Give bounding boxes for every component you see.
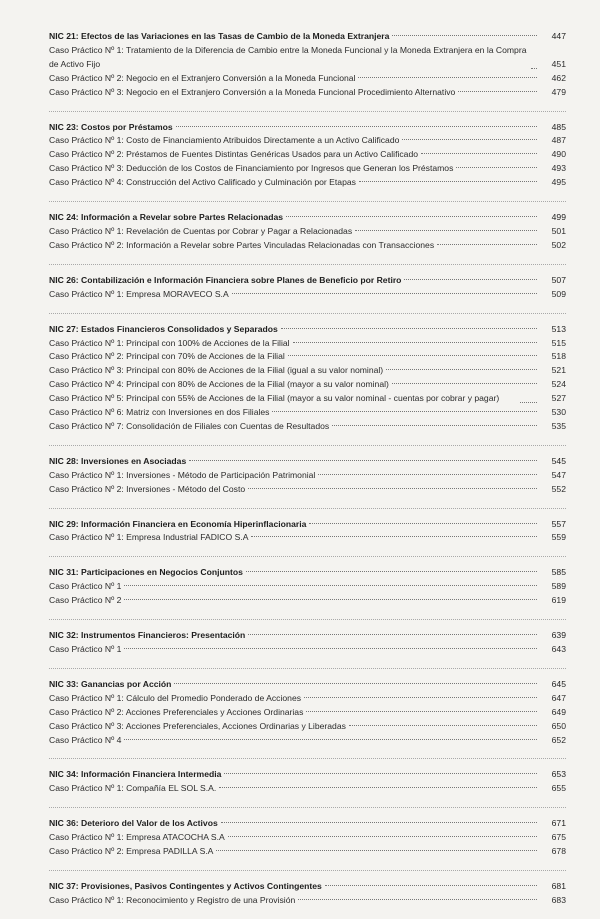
page-number: 485 xyxy=(551,121,566,132)
section-heading-title: NIC 28: Inversiones en Asociadas xyxy=(49,455,187,466)
case-entry-title: Caso Práctico Nº 7: Consolidación de Filiales con Cuentas de Resultados xyxy=(49,420,330,431)
section-heading[interactable] xyxy=(49,768,566,782)
case-entry[interactable] xyxy=(49,350,566,364)
page-number: 499 xyxy=(551,212,566,223)
case-entry[interactable] xyxy=(49,692,566,706)
section-heading-title: NIC 36: Deterioro del Valor de los Activos xyxy=(49,818,218,829)
case-entry[interactable] xyxy=(49,734,566,748)
case-entry-title: Caso Práctico Nº 1: Empresa ATACOCHA S.A xyxy=(49,832,225,843)
section-heading[interactable] xyxy=(49,274,566,288)
toc-section xyxy=(49,211,566,253)
section-divider xyxy=(49,556,566,557)
toc-section xyxy=(49,566,566,608)
dot-leader xyxy=(355,230,537,231)
case-entry-title: Caso Práctico Nº 3: Negocio en el Extranjero Conversión a la Moneda Funcional Procedimiento Alternativo xyxy=(49,86,456,97)
dot-leader xyxy=(216,850,537,851)
dot-leader xyxy=(232,293,537,294)
page-number: 675 xyxy=(551,832,566,843)
case-entry[interactable] xyxy=(49,176,566,190)
case-entry-title: Caso Práctico Nº 1 xyxy=(49,581,122,592)
case-entry[interactable] xyxy=(49,643,566,657)
case-entry[interactable] xyxy=(49,86,566,100)
table-of-contents xyxy=(49,30,566,919)
case-entry[interactable] xyxy=(49,225,566,239)
case-entry[interactable] xyxy=(49,531,566,545)
case-entry-title: Caso Práctico Nº 3: Deducción de los Costos de Financiamiento por Ingresos que Generan los Préstamos xyxy=(49,163,454,174)
case-entry-title: Caso Práctico Nº 3: Principal con 80% de Acciones de la Filial (igual a su valor nominal) xyxy=(49,365,384,376)
section-heading[interactable] xyxy=(49,817,566,831)
page-number: 650 xyxy=(551,720,566,731)
page-number: 643 xyxy=(551,644,566,654)
dot-leader xyxy=(392,35,537,36)
case-entry-title: Caso Práctico Nº 2: Negocio en el Extranjero Conversión a la Moneda Funcional xyxy=(49,72,356,83)
page-number: 518 xyxy=(551,351,566,362)
page-number: 493 xyxy=(551,163,566,174)
page-number: 495 xyxy=(551,177,566,188)
page-number: 552 xyxy=(551,483,566,494)
page-number: 655 xyxy=(551,783,566,794)
case-entry-title: Caso Práctico Nº 1: Empresa Industrial FADICO S.A xyxy=(49,532,249,543)
case-entry-title: Caso Práctico Nº 2 xyxy=(49,595,122,606)
case-entry-title: Caso Práctico Nº 2: Inversiones - Método del Costo xyxy=(49,483,246,494)
section-heading-title: NIC 21: Efectos de las Variaciones en las Tasas de Cambio de la Moneda Extranjera xyxy=(49,31,390,41)
section-heading-title: NIC 32: Instrumentos Financieros: Presentación xyxy=(49,630,246,641)
page-number: 557 xyxy=(551,518,566,529)
page-number: 462 xyxy=(551,72,566,83)
dot-leader xyxy=(286,216,537,217)
page-number: 507 xyxy=(551,274,566,285)
case-entry-title: Caso Práctico Nº 1: Principal con 100% de Acciones de la Filial xyxy=(49,337,290,348)
page-number: 490 xyxy=(551,149,566,160)
case-entry[interactable] xyxy=(49,706,566,720)
page-number: 451 xyxy=(551,58,566,69)
dot-leader xyxy=(309,523,537,524)
dot-leader xyxy=(531,68,537,69)
dot-leader xyxy=(318,474,537,475)
page-number: 447 xyxy=(551,31,566,41)
dot-leader xyxy=(392,383,537,384)
page-number: 653 xyxy=(551,769,566,780)
section-heading-title: NIC 23: Costos por Préstamos xyxy=(49,121,173,132)
page-number: 501 xyxy=(551,225,566,236)
dot-leader xyxy=(359,181,537,182)
dot-leader xyxy=(402,139,537,140)
dot-leader xyxy=(306,711,537,712)
section-divider xyxy=(49,807,566,808)
case-entry[interactable] xyxy=(49,44,566,72)
toc-section xyxy=(49,323,566,434)
case-entry[interactable] xyxy=(49,845,566,859)
page-number: 509 xyxy=(551,288,566,299)
case-entry-title: Caso Práctico Nº 1: Cálculo del Promedio Ponderado de Acciones xyxy=(49,692,302,703)
page-number: 647 xyxy=(551,692,566,703)
dot-leader xyxy=(325,885,537,886)
case-entry[interactable] xyxy=(49,288,566,302)
toc-section xyxy=(49,455,566,497)
dot-leader xyxy=(251,536,537,537)
dot-leader xyxy=(349,725,537,726)
case-entry-title: Caso Práctico Nº 3: Acciones Preferenciales, Acciones Ordinarias y Liberadas xyxy=(49,720,346,731)
dot-leader xyxy=(248,634,537,635)
section-heading-title: NIC 33: Ganancias por Acción xyxy=(49,678,172,689)
dot-leader xyxy=(246,571,537,572)
case-entry-title: Caso Práctico Nº 4: Principal con 80% de Acciones de la Filial (mayor a su valor nominal) xyxy=(49,379,389,390)
page-number: 530 xyxy=(551,407,566,418)
section-divider xyxy=(49,758,566,759)
section-heading-title: NIC 31: Participaciones en Negocios Conjuntos xyxy=(49,567,243,578)
page-number: 535 xyxy=(551,420,566,431)
case-entry[interactable] xyxy=(49,580,566,594)
dot-leader xyxy=(298,899,537,900)
dot-leader xyxy=(124,739,537,740)
section-heading-title: NIC 29: Información Financiera en Economía Hiperinflacionaria xyxy=(49,518,307,529)
dot-leader xyxy=(124,648,537,649)
page-number: 547 xyxy=(551,469,566,480)
page-number: 671 xyxy=(551,818,566,829)
case-entry[interactable] xyxy=(49,894,566,908)
page-number: 585 xyxy=(551,567,566,578)
case-entry-title: Caso Práctico Nº 1: Costo de Financiamiento Atribuidos Directamente a un Activo Calificado xyxy=(49,135,400,146)
dot-leader xyxy=(228,836,537,837)
case-entry-title: Caso Práctico Nº 1 xyxy=(49,644,122,654)
dot-leader xyxy=(404,279,537,280)
case-entry[interactable] xyxy=(49,337,566,351)
page-number: 681 xyxy=(551,880,566,891)
case-entry-title: Caso Práctico Nº 6: Matriz con Inversiones en dos Filiales xyxy=(49,407,270,418)
section-heading[interactable] xyxy=(49,518,566,532)
page-number: 645 xyxy=(551,678,566,689)
dot-leader xyxy=(189,460,537,461)
case-entry[interactable] xyxy=(49,239,566,253)
dot-leader xyxy=(176,126,537,127)
page-number: 639 xyxy=(551,630,566,641)
case-entry-title: Caso Práctico Nº 1: Reconocimiento y Registro de una Provisión xyxy=(49,894,296,905)
case-entry-title: Caso Práctico Nº 1: Tratamiento de la Diferencia de Cambio entre la Moneda Funcional y la Moneda Extranjera en la Compra de Activo Fijo xyxy=(49,44,527,69)
dot-leader xyxy=(281,328,537,329)
section-heading-title: NIC 26: Contabilización e Información Financiera sobre Planes de Beneficio por Retiro xyxy=(49,274,402,285)
dot-leader xyxy=(272,411,537,412)
case-entry[interactable] xyxy=(49,420,566,434)
page-number: 545 xyxy=(551,455,566,466)
section-divider xyxy=(49,668,566,669)
case-entry[interactable] xyxy=(49,782,566,796)
page-number: 678 xyxy=(551,846,566,857)
toc-section xyxy=(49,30,566,100)
case-entry[interactable] xyxy=(49,134,566,148)
case-entry-title: Caso Práctico Nº 4: Construcción del Activo Calificado y Culminación por Etapas xyxy=(49,177,356,188)
page-number: 487 xyxy=(551,135,566,146)
section-divider xyxy=(49,870,566,871)
page-number: 479 xyxy=(551,86,566,97)
page-number: 589 xyxy=(551,581,566,592)
case-entry[interactable] xyxy=(49,378,566,392)
toc-section xyxy=(49,518,566,546)
case-entry-title: Caso Práctico Nº 1: Revelación de Cuentas por Cobrar y Pagar a Relacionadas xyxy=(49,225,353,236)
case-entry-title: Caso Práctico Nº 4 xyxy=(49,734,122,745)
section-heading-title: NIC 37: Provisiones, Pasivos Contingentes y Activos Contingentes xyxy=(49,880,322,891)
case-entry[interactable] xyxy=(49,594,566,608)
toc-section xyxy=(49,817,566,859)
dot-leader xyxy=(332,425,537,426)
case-entry[interactable] xyxy=(49,483,566,497)
dot-leader xyxy=(124,585,537,586)
section-divider xyxy=(49,264,566,265)
section-divider xyxy=(49,619,566,620)
page-number: 527 xyxy=(551,393,567,404)
section-heading[interactable] xyxy=(49,121,566,135)
case-entry[interactable] xyxy=(49,831,566,845)
case-entry[interactable] xyxy=(49,392,566,406)
case-entry[interactable] xyxy=(49,406,566,420)
section-heading[interactable] xyxy=(49,323,566,337)
dot-leader xyxy=(293,342,537,343)
page-number: 515 xyxy=(551,337,566,348)
section-heading[interactable] xyxy=(49,566,566,580)
dot-leader xyxy=(248,488,537,489)
section-heading-title: NIC 27: Estados Financieros Consolidados y Separados xyxy=(49,323,278,334)
section-divider xyxy=(49,111,566,112)
dot-leader xyxy=(288,355,537,356)
case-entry-title: Caso Práctico Nº 1: Compañía EL SOL S.A. xyxy=(49,783,217,794)
toc-section xyxy=(49,121,566,191)
case-entry[interactable] xyxy=(49,469,566,483)
section-divider xyxy=(49,445,566,446)
section-divider xyxy=(49,313,566,314)
section-heading[interactable] xyxy=(49,30,566,44)
case-entry-title: Caso Práctico Nº 2: Préstamos de Fuentes Distintas Genéricas Usados para un Activo Calificado xyxy=(49,149,419,160)
toc-section xyxy=(49,678,566,748)
section-heading-title: NIC 24: Información a Revelar sobre Partes Relacionadas xyxy=(49,212,284,223)
case-entry[interactable] xyxy=(49,162,566,176)
section-heading[interactable] xyxy=(49,455,566,469)
dot-leader xyxy=(458,91,537,92)
case-entry-title: Caso Práctico Nº 2: Información a Revelar sobre Partes Vinculadas Relacionadas con Transacciones xyxy=(49,239,435,250)
case-entry-title: Caso Práctico Nº 2: Empresa PADILLA S.A xyxy=(49,846,214,857)
dot-leader xyxy=(456,167,537,168)
dot-leader xyxy=(520,402,537,403)
case-entry-title: Caso Práctico Nº 5: Principal con 55% de Acciones de la Filial (mayor a su valor nominal - cuentas por cobrar y pagar) xyxy=(49,393,500,404)
page-number: 524 xyxy=(551,379,566,390)
dot-leader xyxy=(304,697,537,698)
page-number: 649 xyxy=(551,706,566,717)
case-entry[interactable] xyxy=(49,364,566,378)
toc-section xyxy=(49,274,566,302)
toc-section xyxy=(49,880,566,908)
case-entry-title: Caso Práctico Nº 1: Inversiones - Método de Participación Patrimonial xyxy=(49,469,316,480)
case-entry[interactable] xyxy=(49,72,566,86)
page-number: 559 xyxy=(551,532,566,543)
dot-leader xyxy=(221,822,537,823)
dot-leader xyxy=(219,787,537,788)
case-entry-title: Caso Práctico Nº 2: Acciones Preferenciales y Acciones Ordinarias xyxy=(49,706,304,717)
case-entry-title: Caso Práctico Nº 1: Empresa MORAVECO S.A xyxy=(49,288,229,299)
dot-leader xyxy=(174,683,537,684)
page-number: 619 xyxy=(551,595,566,606)
dot-leader xyxy=(358,77,537,78)
dot-leader xyxy=(124,599,537,600)
page-number: 502 xyxy=(551,239,566,250)
section-divider xyxy=(49,508,566,509)
dot-leader xyxy=(421,153,537,154)
page-number: 683 xyxy=(551,894,566,905)
dot-leader xyxy=(437,244,537,245)
case-entry[interactable] xyxy=(49,720,566,734)
section-heading[interactable] xyxy=(49,211,566,225)
toc-section xyxy=(49,768,566,796)
section-heading[interactable] xyxy=(49,678,566,692)
section-heading[interactable] xyxy=(49,880,566,894)
page-number: 652 xyxy=(551,734,566,745)
dot-leader xyxy=(224,773,537,774)
section-heading[interactable] xyxy=(49,629,566,643)
dot-leader xyxy=(386,369,537,370)
section-heading-title: NIC 34: Información Financiera Intermedia xyxy=(49,769,222,780)
case-entry-title: Caso Práctico Nº 2: Principal con 70% de Acciones de la Filial xyxy=(49,351,285,362)
section-divider xyxy=(49,201,566,202)
toc-section xyxy=(49,629,566,657)
page-number: 513 xyxy=(551,323,566,334)
case-entry[interactable] xyxy=(49,148,566,162)
page-number: 521 xyxy=(551,365,566,376)
